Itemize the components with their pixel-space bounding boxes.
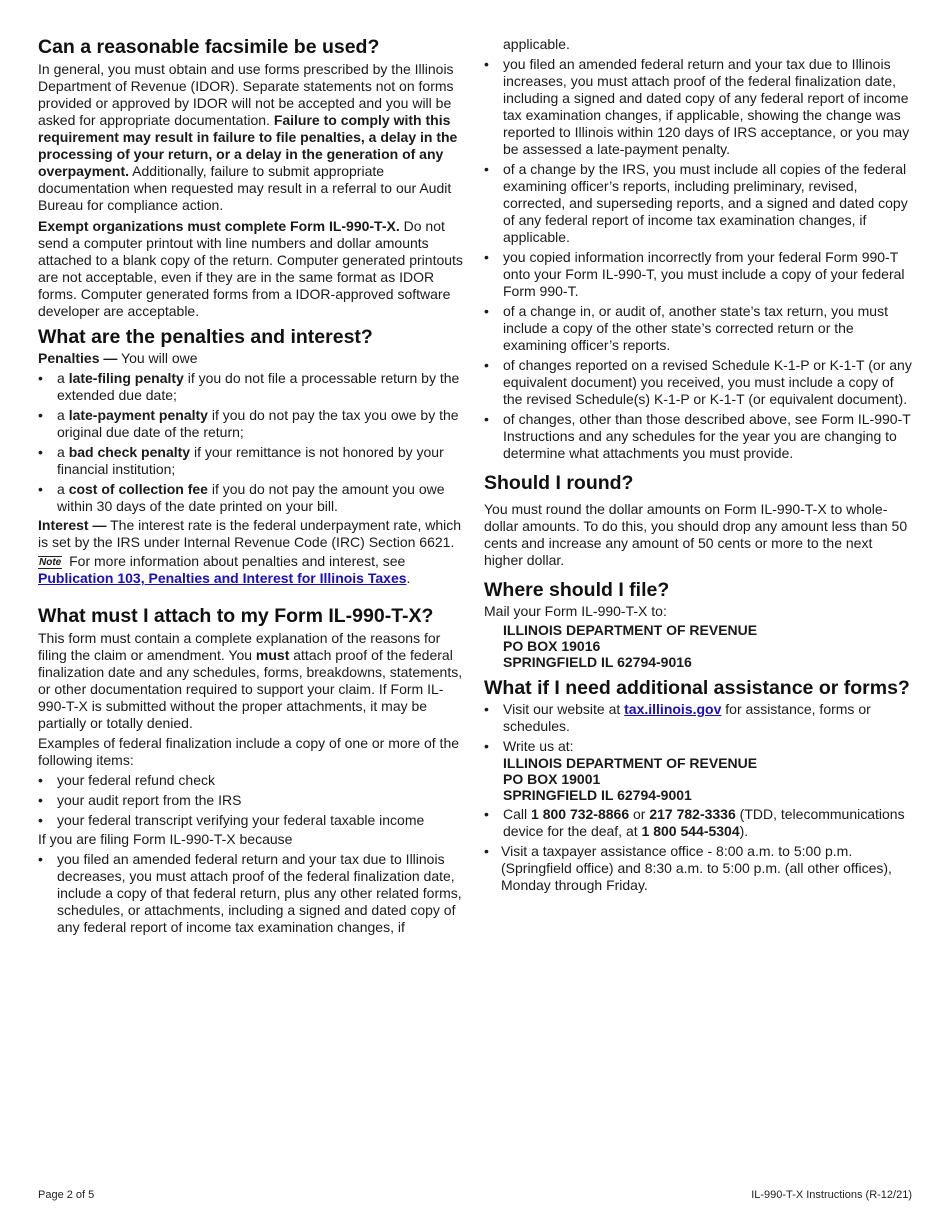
list-item: • a late-payment penalty if you do not pay the tax you owe by the original due date of the return; bbox=[38, 407, 464, 441]
facsimile-section bbox=[38, 35, 464, 320]
examples-paragraph: Examples of federal finalization include a copy of one or more of the following items: bbox=[38, 735, 460, 768]
list-item: • Write us at: ILLINOIS DEPARTMENT OF REVENUE PO BOX 19001 SPRINGFIELD IL 62794-9001 bbox=[484, 738, 912, 803]
list-item: • you copied information incorrectly from your federal Form 990-T onto your Form IL-990-T, you must include a copy of your federal Form 990-T. bbox=[484, 249, 912, 300]
list-item: • of a change in, or audit of, another state’s tax return, you must include a copy of the other state’s corrected return or the examining officer’s reports. bbox=[484, 303, 912, 354]
mailing-address: ILLINOIS DEPARTMENT OF REVENUE PO BOX 19016 SPRINGFIELD IL 62794-9016 bbox=[503, 622, 758, 670]
assist-heading: What if I need additional assistance or forms? bbox=[484, 677, 910, 699]
list-item: • Visit a taxpayer assistance office - 8:00 a.m. to 5:00 p.m. (Springfield office) and 8:30 a.m. to 5:00 p.m. (all other offices), Monday through Friday. bbox=[484, 843, 912, 894]
continuation-text: applicable. bbox=[503, 36, 570, 52]
note-paragraph: Note For more information about penalties and interest, see Publication 103, Penalties and Interest for Illinois Taxes. bbox=[38, 553, 411, 586]
exempt-paragraph: Exempt organizations must complete Form IL-990-T-X. Do not send a computer printout with line numbers and dollar amounts attached to a blank copy of the return. Computer generated printouts are not acceptable, even if they are in the same format as IDOR forms. Computer generated forms from a IDOR-approved software developer are acceptable. bbox=[38, 218, 463, 319]
list-item: • a cost of collection fee if you do not pay the amount you owe within 30 days of the date printed on your bill. bbox=[38, 481, 464, 515]
facsimile-heading: Can a reasonable facsimile be used? bbox=[38, 36, 380, 58]
tax-illinois-link[interactable]: tax.illinois.gov bbox=[624, 701, 722, 717]
list-item: • you filed an amended federal return and your tax due to Illinois increases, you must attach proof of the federal finalization date, including a signed and dated copy of any federal report of income tax examination changes, if applicable, showing the change was reported to Illinois within 120 days of IRS acceptance, or you may be assessed a late-payment penalty. bbox=[484, 56, 912, 158]
list-item: • your federal transcript verifying your federal taxable income bbox=[38, 812, 464, 829]
list-item: • your federal refund check bbox=[38, 772, 464, 789]
file-heading: Where should I file? bbox=[484, 579, 670, 601]
attach-heading: What must I attach to my Form IL-990-T-X? bbox=[38, 605, 434, 627]
penalties-intro: Penalties — You will owe bbox=[38, 350, 198, 366]
list-item: • a late-filing penalty if you do not file a processable return by the extended due date; bbox=[38, 370, 464, 404]
page-number: Page 2 of 5 bbox=[38, 1189, 95, 1201]
assist-list bbox=[484, 701, 912, 894]
attach-paragraph: This form must contain a complete explanation of the reasons for filing the claim or amendment. You must attach proof of the federal finalization date and any schedules, forms, breakdowns, statements, or other documentation required to support your claim. If Form IL-990-T-X is submitted without the proper attachments, it may be partially or totally denied. bbox=[38, 630, 463, 731]
note-icon: Note bbox=[39, 557, 62, 568]
penalties-section bbox=[38, 325, 464, 587]
form-revision: IL-990-T-X Instructions (R-12/21) bbox=[751, 1189, 912, 1201]
assist-section bbox=[484, 676, 912, 894]
round-heading: Should I round? bbox=[484, 472, 634, 494]
list-item: • of changes, other than those described above, see Form IL-990-T Instructions and any schedules for the year you are changing to determine what attachments you must provide. bbox=[484, 411, 912, 462]
because-intro: If you are filing Form IL-990-T-X because bbox=[38, 831, 293, 847]
list-item: • your audit report from the IRS bbox=[38, 792, 464, 809]
because-list bbox=[484, 56, 912, 462]
file-section bbox=[484, 578, 912, 670]
round-section bbox=[484, 471, 912, 569]
because-continued bbox=[484, 36, 912, 462]
assist-address: ILLINOIS DEPARTMENT OF REVENUE PO BOX 19001 SPRINGFIELD IL 62794-9001 bbox=[503, 755, 758, 803]
list-item: • of a change by the IRS, you must include all copies of the federal examining officer’s reports, including preliminary, revised, corrected, and superseding reports, and a signed and dated copy of any federal report of income tax examination changes, if applicable. bbox=[484, 161, 912, 246]
examples-list bbox=[38, 772, 464, 829]
penalties-list bbox=[38, 370, 464, 515]
penalties-heading: What are the penalties and interest? bbox=[38, 326, 373, 348]
interest-paragraph: Interest — The interest rate is the federal underpayment rate, which is set by the IRS under Internal Revenue Code (IRC) Section 6621. bbox=[38, 517, 462, 550]
list-item: • of changes reported on a revised Schedule K-1-P or K-1-T (or any equivalent document) you received, you must include a copy of the revised Schedule(s) K-1-P or K-1-T (or equivalent document). bbox=[484, 357, 912, 408]
facsimile-paragraph: In general, you must obtain and use forms prescribed by the Illinois Department of Revenue (IDOR). Separate statements not on forms provided or approved by IDOR will not be accepted and you will be asked for appropriate documentation. Failure to comply with this requirement may result in failure to file penalties, a delay in the processing of your return, or a delay in the generation of any overpayment. Additionally, failure to submit appropriate documentation when requested may result in a referral to our Audit Bureau for compliance action. bbox=[38, 61, 458, 213]
list-item: • Visit our website at tax.illinois.gov for assistance, forms or schedules. bbox=[484, 701, 912, 735]
file-intro: Mail your Form IL-990-T-X to: bbox=[484, 603, 667, 619]
list-item: • a bad check penalty if your remittance is not honored by your financial institution; bbox=[38, 444, 464, 478]
round-paragraph: You must round the dollar amounts on Form IL-990-T-X to whole-dollar amounts. To do this, you should drop any amount less than 50 cents and increase any amount of 50 cents or more to the next higher dollar. bbox=[484, 501, 908, 568]
because-list-start bbox=[38, 851, 464, 936]
attach-section bbox=[38, 604, 464, 936]
publication-103-link[interactable]: Publication 103, Penalties and Interest for Illinois Taxes bbox=[38, 570, 407, 586]
list-item: • Call 1 800 732-8866 or 217 782-3336 (TDD, telecommunications device for the deaf, at 1 800 544-5304). bbox=[484, 806, 912, 840]
list-item: • you filed an amended federal return and your tax due to Illinois decreases, you must attach proof of the federal finalization date, include a copy of that federal return, plus any other related forms, schedules, or attachments, including a signed and dated copy of any federal report of income tax examination changes, if bbox=[38, 851, 464, 936]
